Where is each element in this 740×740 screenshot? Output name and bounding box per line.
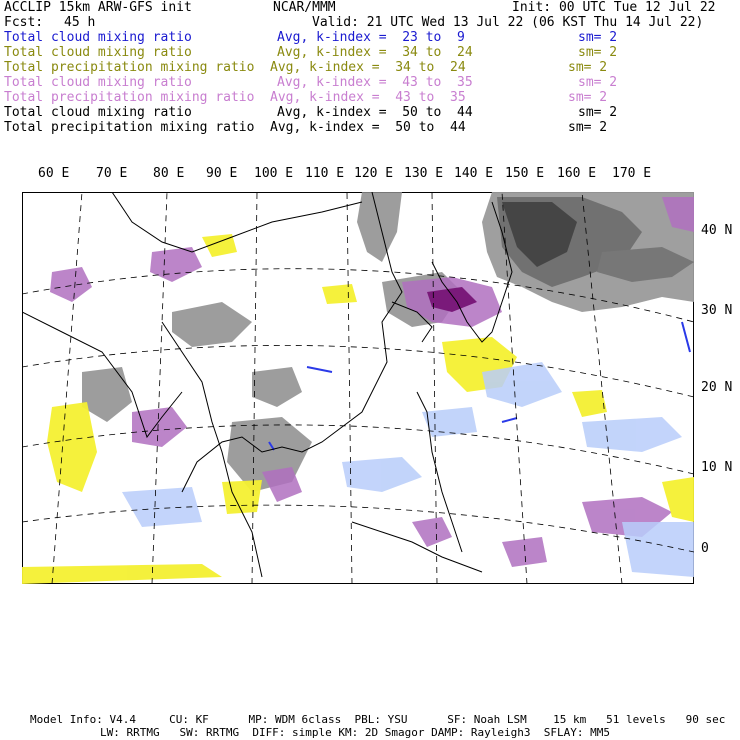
center-label: NCAR/MMM: [273, 0, 336, 15]
lon-label: 120 E: [354, 166, 394, 181]
valid-time: Valid: 21 UTC Wed 13 Jul 22 (06 KST Thu 14 Jul 22): [312, 15, 704, 30]
lat-label: 10 N: [701, 460, 733, 475]
init-time: Init: 00 UTC Tue 12 Jul 22: [512, 0, 716, 15]
field-avg: Avg, k-index = 50 to 44: [270, 120, 466, 135]
field-avg: Avg, k-index = 34 to 24: [277, 45, 473, 60]
field-name: Total cloud mixing ratio: [4, 105, 192, 120]
lon-label: 80 E: [153, 166, 185, 181]
lon-label: 140 E: [454, 166, 494, 181]
field-avg: Avg, k-index = 43 to 35: [270, 90, 466, 105]
model-info-line2: LW: RRTMG SW: RRTMG DIFF: simple KM: 2D Smagor DAMP: Rayleigh3 SFLAY: MM5: [100, 726, 610, 739]
lat-label: 40 N: [701, 223, 733, 238]
lon-label: 170 E: [612, 166, 652, 181]
field-sm: sm= 2: [578, 105, 618, 120]
field-name: Total precipitation mixing ratio: [4, 90, 255, 105]
field-name: Total cloud mixing ratio: [4, 45, 192, 60]
lon-label: 130 E: [404, 166, 444, 181]
field-avg: Avg, k-index = 43 to 35: [277, 75, 473, 90]
field-sm: sm= 2: [568, 60, 608, 75]
field-name: Total cloud mixing ratio: [4, 75, 192, 90]
field-avg: Avg, k-index = 23 to 9: [277, 30, 465, 45]
field-sm: sm= 2: [568, 90, 608, 105]
fcst-label: Fcst:: [4, 15, 44, 30]
fcst-value: 45 h: [64, 15, 96, 30]
lon-label: 60 E: [38, 166, 70, 181]
field-avg: Avg, k-index = 50 to 44: [277, 105, 473, 120]
lon-label: 100 E: [254, 166, 294, 181]
lon-label: 70 E: [96, 166, 128, 181]
lat-label: 20 N: [701, 380, 733, 395]
model-title: ACCLIP 15km ARW-GFS init: [4, 0, 192, 15]
field-sm: sm= 2: [578, 45, 618, 60]
model-info-line1: Model Info: V4.4 CU: KF MP: WDM 6class PBL: YSU SF: Noah LSM 15 km 51 levels 90 sec: [30, 713, 726, 726]
field-name: Total cloud mixing ratio: [4, 30, 192, 45]
lon-label: 150 E: [505, 166, 545, 181]
field-sm: sm= 2: [568, 120, 608, 135]
lon-label: 110 E: [305, 166, 345, 181]
field-name: Total precipitation mixing ratio: [4, 60, 255, 75]
field-avg: Avg, k-index = 34 to 24: [270, 60, 466, 75]
lon-label: 160 E: [557, 166, 597, 181]
map-canvas: [22, 192, 694, 584]
field-name: Total precipitation mixing ratio: [4, 120, 255, 135]
lat-label: 30 N: [701, 303, 733, 318]
field-sm: sm= 2: [578, 75, 618, 90]
field-sm: sm= 2: [578, 30, 618, 45]
map-panel: [22, 192, 694, 584]
lat-label: 0: [701, 541, 709, 556]
lon-label: 90 E: [206, 166, 238, 181]
